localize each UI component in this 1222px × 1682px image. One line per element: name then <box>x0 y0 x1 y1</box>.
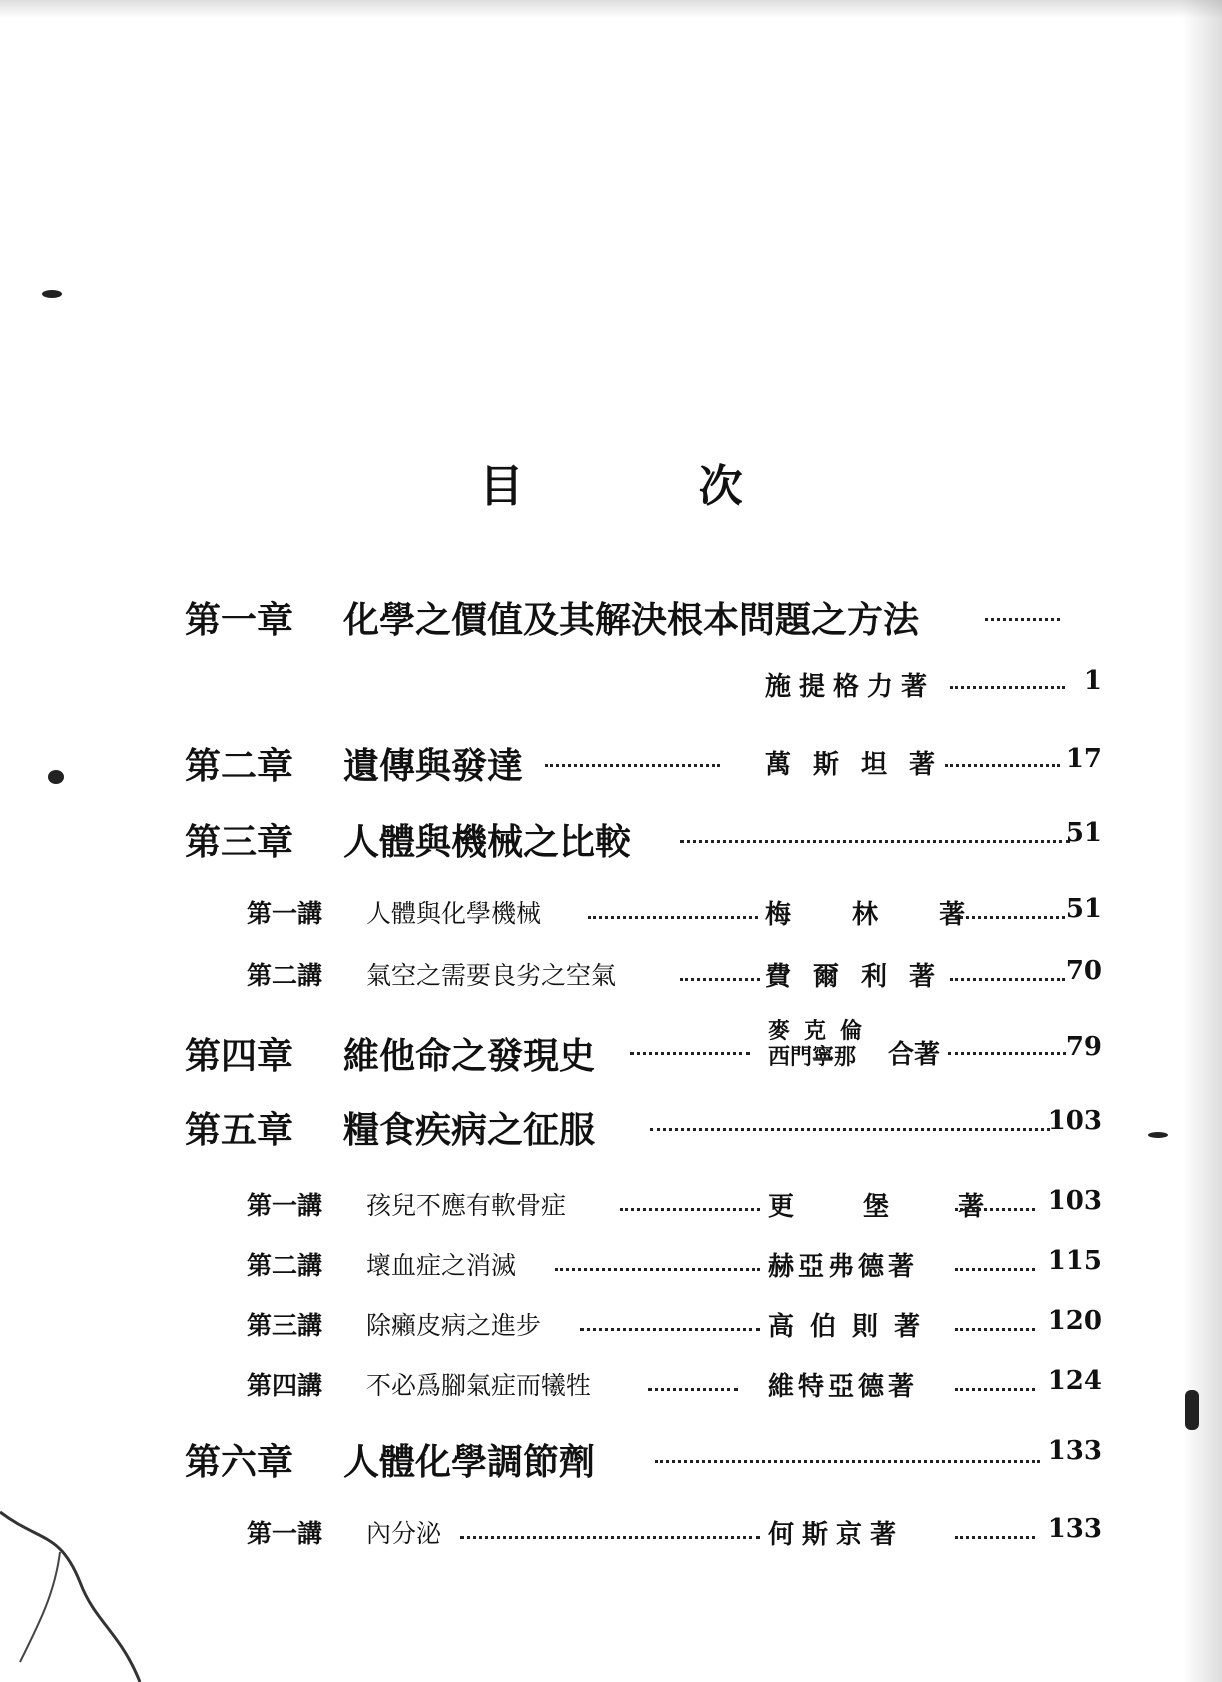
toc-entry-lecture <box>0 1514 1222 1574</box>
author-name: 赫亞弗德著 <box>768 1252 919 1282</box>
leader-dots <box>955 916 1065 919</box>
toc-entry-lecture <box>0 1366 1222 1426</box>
toc-entry-chapter-1-author <box>0 666 1222 726</box>
toc-entry-chapter-5 <box>0 1102 1222 1162</box>
chapter-title: 人體與機械之比較 <box>343 821 632 863</box>
author-name: 費爾利著 <box>765 962 958 992</box>
leader-dots <box>955 1388 1035 1391</box>
author-name: 施提格力著 <box>765 672 936 702</box>
author-name: 何斯京著 <box>768 1520 905 1550</box>
page-number: 124 <box>1047 1366 1102 1396</box>
leader-dots <box>985 618 1060 621</box>
page-number: 51 <box>1065 894 1102 924</box>
toc-entry-lecture <box>0 956 1222 1016</box>
author-name: 梅 林 著 <box>765 900 992 930</box>
toc-entry-chapter-1 <box>0 592 1222 652</box>
leader-dots <box>948 1052 1066 1055</box>
leader-dots <box>945 764 1060 767</box>
page-number: 79 <box>1065 1032 1102 1062</box>
lecture-label: 第一講 <box>247 899 323 928</box>
chapter-label: 第一章 <box>185 599 294 641</box>
leader-dots <box>955 1328 1035 1331</box>
page-number: 133 <box>1047 1436 1102 1466</box>
author-name: 高伯則著 <box>768 1312 937 1342</box>
chapter-label: 第五章 <box>185 1109 294 1151</box>
leader-dots <box>955 1208 1035 1211</box>
lecture-title: 壞血症之消滅 <box>366 1251 517 1280</box>
toc-entry-chapter-6 <box>0 1434 1222 1494</box>
lecture-label: 第一講 <box>247 1191 323 1220</box>
chapter-label: 第六章 <box>185 1441 294 1483</box>
page-number: 133 <box>1047 1514 1102 1544</box>
leader-dots <box>950 686 1065 689</box>
toc-entry-chapter-3 <box>0 814 1222 874</box>
lecture-title: 除癩皮病之進步 <box>366 1311 542 1340</box>
lecture-title: 孩兒不應有軟骨症 <box>366 1191 567 1220</box>
page-edge-shadow-top <box>0 0 1222 18</box>
lecture-label: 第四講 <box>247 1371 323 1400</box>
toc-entry-lecture <box>0 1186 1222 1246</box>
author-name: 西門寧那 <box>768 1044 857 1070</box>
author-name: 麥克倫 <box>768 1018 877 1044</box>
leader-dots <box>620 1208 760 1211</box>
leader-dots <box>648 1388 738 1391</box>
lecture-title: 不必爲腳氣症而犧牲 <box>366 1371 592 1400</box>
chapter-title: 維他命之發現史 <box>343 1035 596 1077</box>
leader-dots <box>588 916 758 919</box>
leader-dots <box>655 1460 1040 1463</box>
chapter-label: 第三章 <box>185 821 294 863</box>
leader-dots <box>460 1536 760 1539</box>
leader-dots <box>630 1052 750 1055</box>
page-number: 17 <box>1065 744 1102 774</box>
author-name: 更 堡 著 <box>768 1192 1015 1222</box>
chapter-title: 遺傳與發達 <box>343 745 524 787</box>
toc-entry-lecture <box>0 1306 1222 1366</box>
page-number: 1 <box>1083 666 1102 696</box>
page-number: 103 <box>1047 1186 1102 1216</box>
page-number: 120 <box>1047 1306 1102 1336</box>
page-number: 51 <box>1065 818 1102 848</box>
author-name: 萬斯坦著 <box>765 750 958 780</box>
toc-entry-chapter-4 <box>0 1018 1222 1098</box>
lecture-title: 氣空之需要良劣之空氣 <box>366 961 617 990</box>
lecture-title: 內分泌 <box>366 1519 442 1548</box>
ink-smudge <box>42 290 62 298</box>
page-number: 103 <box>1047 1106 1102 1136</box>
co-authors <box>768 1018 876 1070</box>
co-author-suffix: 合著 <box>888 1040 941 1070</box>
toc-entry-chapter-2 <box>0 738 1222 798</box>
leader-dots <box>955 1536 1035 1539</box>
chapter-title: 糧食疾病之征服 <box>343 1109 596 1151</box>
leader-dots <box>580 1328 760 1331</box>
leader-dots <box>950 978 1065 981</box>
lecture-title: 人體與化學機械 <box>366 899 542 928</box>
leader-dots <box>680 840 1070 843</box>
lecture-label: 第二講 <box>247 1251 323 1280</box>
leader-dots <box>680 978 760 981</box>
page-number: 115 <box>1047 1246 1102 1276</box>
chapter-title: 化學之價值及其解決根本問題之方法 <box>343 599 920 641</box>
chapter-label: 第二章 <box>185 745 294 787</box>
page-number: 70 <box>1065 956 1102 986</box>
page-title: 目 次 <box>479 461 823 512</box>
leader-dots <box>955 1268 1035 1271</box>
leader-dots <box>545 764 720 767</box>
chapter-label: 第四章 <box>185 1035 294 1077</box>
lecture-label: 第二講 <box>247 961 323 990</box>
toc-entry-lecture <box>0 894 1222 954</box>
chapter-title: 人體化學調節劑 <box>343 1441 596 1483</box>
leader-dots <box>650 1128 1050 1131</box>
toc-entry-lecture <box>0 1246 1222 1306</box>
lecture-label: 第一講 <box>247 1519 323 1548</box>
author-name: 維特亞德著 <box>768 1372 919 1402</box>
lecture-label: 第三講 <box>247 1311 323 1340</box>
leader-dots <box>555 1268 760 1271</box>
